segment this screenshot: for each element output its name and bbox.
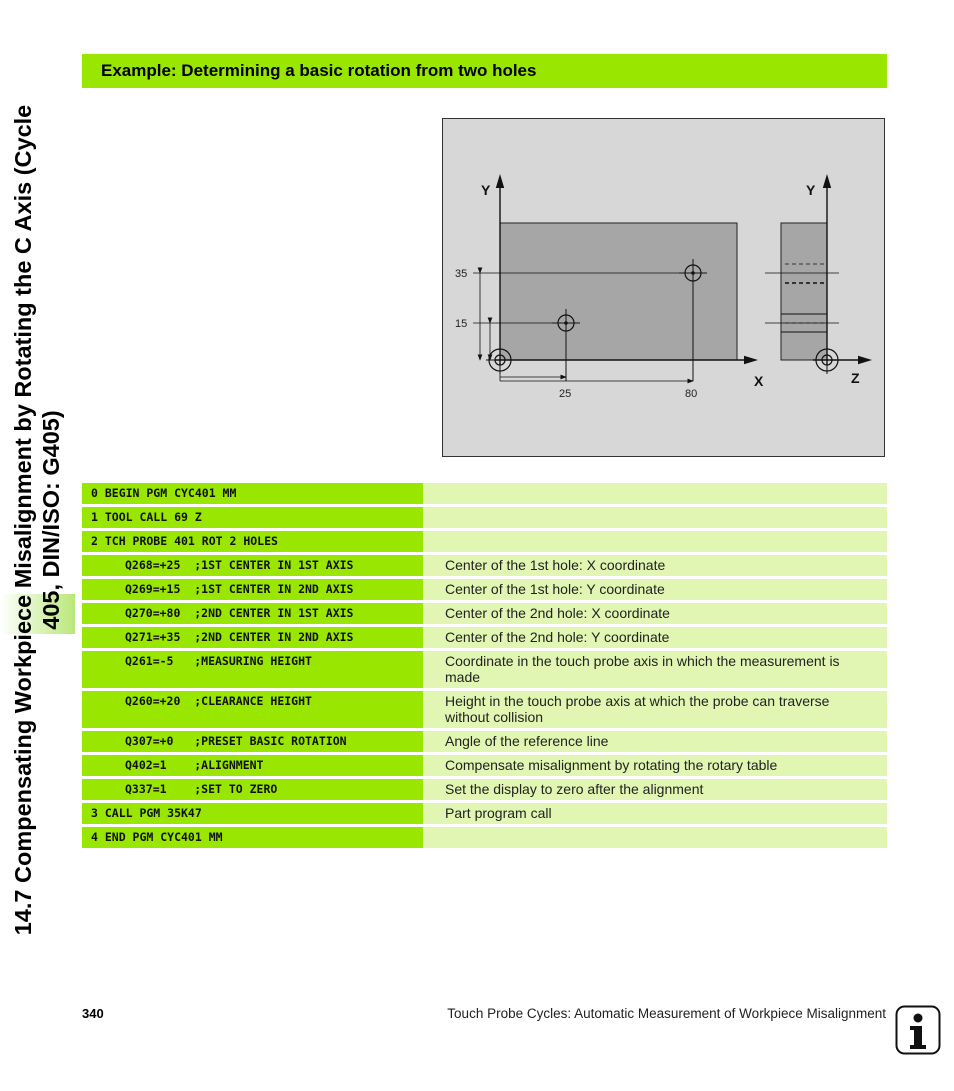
chapter-title-line1: 14.7 Compensating Workpiece Misalignment by Rotating the C Axis (Cycle	[10, 104, 36, 936]
figure-svg	[443, 119, 884, 456]
program-code: 0 BEGIN PGM CYC401 MM	[82, 483, 423, 504]
program-code: Q307=+0 ;PRESET BASIC ROTATION	[82, 731, 423, 752]
program-listing	[82, 483, 887, 851]
program-row	[82, 827, 887, 848]
section-header	[82, 54, 887, 88]
program-code: Q260=+20 ;CLEARANCE HEIGHT	[82, 691, 423, 728]
program-code: Q261=-5 ;MEASURING HEIGHT	[82, 651, 423, 688]
label-15: 15	[455, 318, 468, 330]
program-code: 1 TOOL CALL 69 Z	[82, 507, 423, 528]
program-desc	[423, 531, 887, 552]
section-title: Example: Determining a basic rotation from two holes	[101, 61, 537, 80]
figure-diagram	[442, 118, 885, 457]
label-35: 35	[455, 268, 468, 280]
program-code: Q270=+80 ;2ND CENTER IN 1ST AXIS	[82, 603, 423, 624]
program-desc: Set the display to zero after the alignment	[423, 779, 887, 800]
label-80: 80	[685, 388, 698, 400]
program-row	[82, 731, 887, 752]
program-desc: Angle of the reference line	[423, 731, 887, 752]
program-desc: Height in the touch probe axis at which the probe can traverse without collision	[423, 691, 887, 728]
chapter-title-text	[9, 105, 65, 936]
program-row	[82, 779, 887, 800]
program-code: Q402=1 ;ALIGNMENT	[82, 755, 423, 776]
program-code: 4 END PGM CYC401 MM	[82, 827, 423, 848]
label-y-right: Y	[806, 182, 816, 198]
program-desc: Center of the 2nd hole: X coordinate	[423, 603, 887, 624]
program-row	[82, 579, 887, 600]
program-row	[82, 627, 887, 648]
program-row	[82, 651, 887, 688]
program-desc	[423, 827, 887, 848]
program-desc: Center of the 1st hole: X coordinate	[423, 555, 887, 576]
program-desc: Coordinate in the touch probe axis in which the measurement is made	[423, 651, 887, 688]
running-title: Touch Probe Cycles: Automatic Measurement of Workpiece Misalignment	[447, 1006, 886, 1021]
program-code: 3 CALL PGM 35K47	[82, 803, 423, 824]
program-desc	[423, 483, 887, 504]
program-row	[82, 555, 887, 576]
label-25: 25	[559, 388, 572, 400]
label-z: Z	[851, 370, 860, 386]
program-desc: Center of the 1st hole: Y coordinate	[423, 579, 887, 600]
program-row	[82, 483, 887, 504]
page-number: 340	[82, 1006, 104, 1021]
label-y-left: Y	[481, 182, 491, 198]
program-code: Q269=+15 ;1ST CENTER IN 2ND AXIS	[82, 579, 423, 600]
program-desc: Compensate misalignment by rotating the rotary table	[423, 755, 887, 776]
program-row	[82, 507, 887, 528]
program-row	[82, 691, 887, 728]
info-icon	[895, 1005, 941, 1055]
program-desc: Center of the 2nd hole: Y coordinate	[423, 627, 887, 648]
program-code: Q268=+25 ;1ST CENTER IN 1ST AXIS	[82, 555, 423, 576]
program-code: Q337=1 ;SET TO ZERO	[82, 779, 423, 800]
chapter-title-line2: 405, DIN/ISO: G405)	[38, 410, 64, 630]
program-row	[82, 531, 887, 552]
workpiece-top-view	[500, 223, 737, 360]
chapter-title	[0, 0, 75, 1000]
program-desc	[423, 507, 887, 528]
program-row	[82, 603, 887, 624]
program-desc: Part program call	[423, 803, 887, 824]
program-code: Q271=+35 ;2ND CENTER IN 2ND AXIS	[82, 627, 423, 648]
label-x: X	[754, 373, 764, 389]
workpiece-side-view	[781, 223, 827, 360]
program-row	[82, 803, 887, 824]
program-row	[82, 755, 887, 776]
program-code: 2 TCH PROBE 401 ROT 2 HOLES	[82, 531, 423, 552]
